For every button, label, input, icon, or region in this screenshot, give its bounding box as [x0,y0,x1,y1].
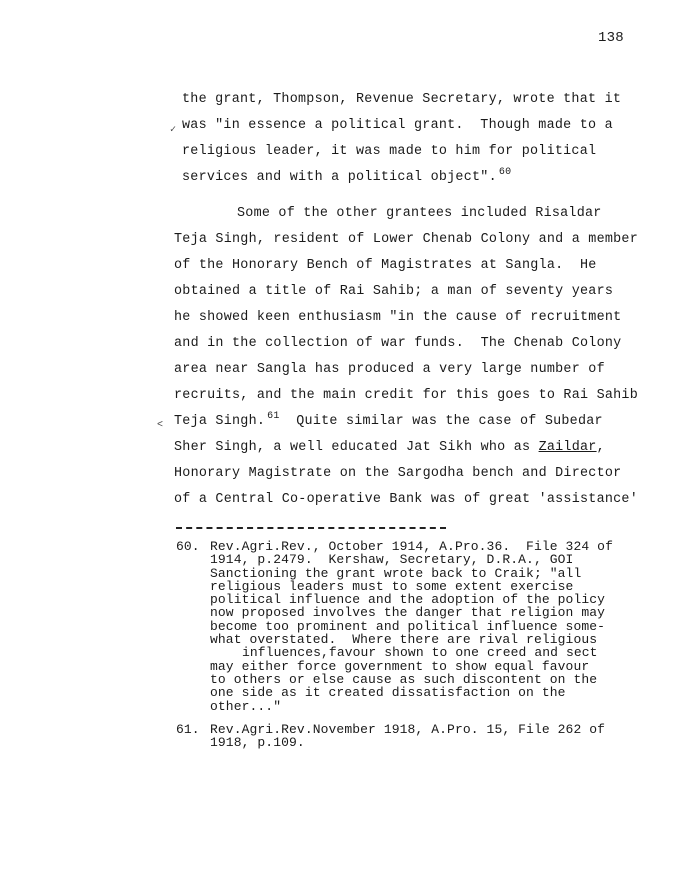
line-text: Quite similar was the case of Subedar [279,414,603,429]
footnote-line: Sanctioning the grant wrote back to Craik; "all [210,565,582,581]
footnote-line: now proposed involves the danger that religion may [210,605,606,621]
footnote-ref-60[interactable]: 60 [498,167,512,178]
line-text: Some of the other grantees included Risaldar [237,206,602,221]
footnote-line: other..." [210,698,282,714]
body-line [174,466,621,482]
footnote-line: become too prominent and political influence some- [210,618,606,634]
line-text: was "in essence a political grant. Though made to a [182,118,613,133]
footnote-line: one side as it created dissatisfaction on the [210,685,566,701]
line-text: Teja Singh, resident of Lower Chenab Colony and a member [174,232,638,247]
footnote-line: to others or else cause as such discontent on the [210,671,598,687]
footnote-line: Rev.Agri.Rev.November 1918, A.Pro. 15, File 262 of [210,722,606,737]
body-line [174,492,638,508]
body-line [182,144,596,160]
line-text: recruits, and the main credit for this goes to Rai Sahib [174,388,638,403]
line-text: area near Sangla has produced a very large number of [174,362,605,377]
footnote-line: Rev.Agri.Rev., October 1914, A.Pro.36. File 324 of [210,539,613,554]
body-line [174,362,605,378]
footnote-divider [176,527,446,529]
footnote-text [210,540,613,713]
check-mark-icon: ✓ [170,125,177,136]
footnote-text [210,723,605,750]
margin-arrow-icon: < [157,420,164,431]
line-text: obtained a title of Rai Sahib; a man of seventy years [174,284,614,299]
line-text: Teja Singh. [174,414,266,429]
footnote-line: may either force government to show equal favour [210,658,590,674]
body-line [174,336,621,352]
body-line [182,167,512,186]
line-text: of a Central Co-operative Bank was of great 'assistance' [174,492,638,507]
body-line [174,232,638,248]
footnote-line: political influence and the adoption of the policy [210,592,606,608]
body-line [182,92,621,108]
underlined-term: Zaildar [538,440,597,455]
line-text: Sher Singh, a well educated Jat Sikh who as [174,440,539,455]
footnote-line: what overstated. Where there are rival religious [210,632,598,648]
line-text: and in the collection of war funds. The Chenab Colony [174,336,622,351]
line-text: religious leader, it was made to him for political [182,144,597,159]
body-line [182,118,613,134]
body-line [174,440,605,456]
body-line [237,206,602,222]
page-number: 138 [598,30,624,46]
line-text: Honorary Magistrate on the Sargodha bench and Director [174,466,622,481]
line-text: the grant, Thompson, Revenue Secretary, wrote that it [182,92,622,107]
footnote-ref-61[interactable]: 61 [267,411,280,422]
footnote-line: 1918, p.109. [210,735,305,751]
body-line [174,310,621,326]
body-line [174,284,613,300]
footnote-line: influences,favour shown to one creed and sect [242,645,598,661]
footnote-number: 61. [176,722,200,737]
line-text: of the Honorary Bench of Magistrates at Sangla. He [174,258,597,273]
body-line [174,388,638,404]
footnote-number: 60. [176,539,200,554]
line-text: services and with a political object". [182,170,497,185]
footnote-line: 1914, p.2479. Kershaw, Secretary, D.R.A., GOI [210,552,574,568]
line-text: , [596,440,605,455]
body-line [174,258,597,274]
footnote-line: religious leaders must to some extent exercise [210,578,574,594]
line-text: he showed keen enthusiasm "in the cause of recruitment [174,310,622,325]
body-line [174,411,603,430]
